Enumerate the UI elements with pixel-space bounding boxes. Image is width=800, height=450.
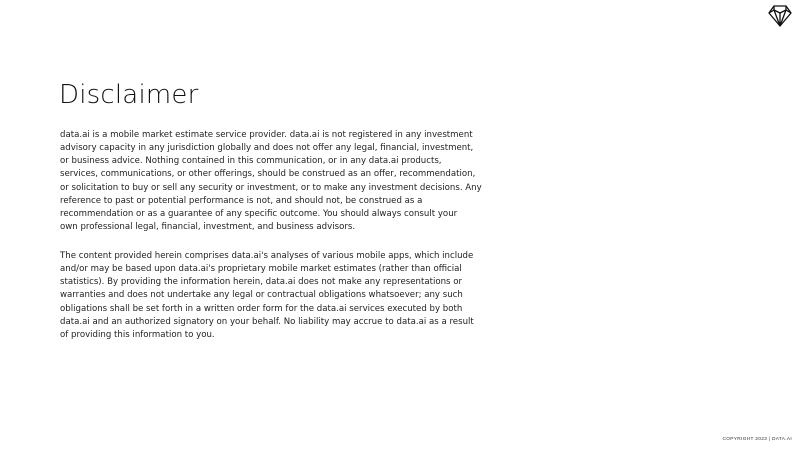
text-line: or business advice. Nothing contained in this communication, or in any data.ai products, xyxy=(60,156,442,167)
text-line: services, communications, or other offerings, should be construed as an offer, recommendation, xyxy=(60,169,476,180)
diamond-icon xyxy=(768,5,792,27)
text-line: statistics). By providing the information herein, data.ai does not make any representations or xyxy=(60,277,463,288)
disclaimer-paragraph-1 xyxy=(60,129,482,234)
text-line: of providing this information to you. xyxy=(60,329,215,340)
text-line: The content provided herein comprises data.ai's analyses of various mobile apps, which include xyxy=(60,251,474,261)
copyright-footer: COPYRIGHT 2023 | DATA.AI xyxy=(722,437,792,442)
text-line: warranties and does not undertake any legal or contractual obligations whatsoever; any such xyxy=(60,290,463,301)
text-line: own professional legal, financial, investment, and business advisors. xyxy=(60,222,356,233)
text-line: data.ai is a mobile market estimate service provider. data.ai is not registered in any investment xyxy=(60,130,473,140)
text-line: obligations shall be set forth in a written order form for the data.ai services executed by both xyxy=(60,303,463,314)
text-line: reference to past or potential performance is not, and should not, be construed as a xyxy=(60,195,423,206)
text-line: recommendation or as a guarantee of any specific outcome. You should always consult your xyxy=(60,208,458,219)
text-line: data.ai and an authorized signatory on your behalf. No liability may accrue to data.ai as a result xyxy=(60,316,474,327)
text-line: and/or may be based upon data.ai's proprietary mobile market estimates (rather than official xyxy=(60,264,462,275)
text-line: advisory capacity in any jurisdiction globally and does not offer any legal, financial, investment, xyxy=(60,143,474,154)
page-title: Disclaimer xyxy=(59,80,199,110)
disclaimer-paragraph-2 xyxy=(60,250,474,342)
text-line: or solicitation to buy or sell any security or investment, or to make any investment decisions. Any xyxy=(60,182,482,193)
